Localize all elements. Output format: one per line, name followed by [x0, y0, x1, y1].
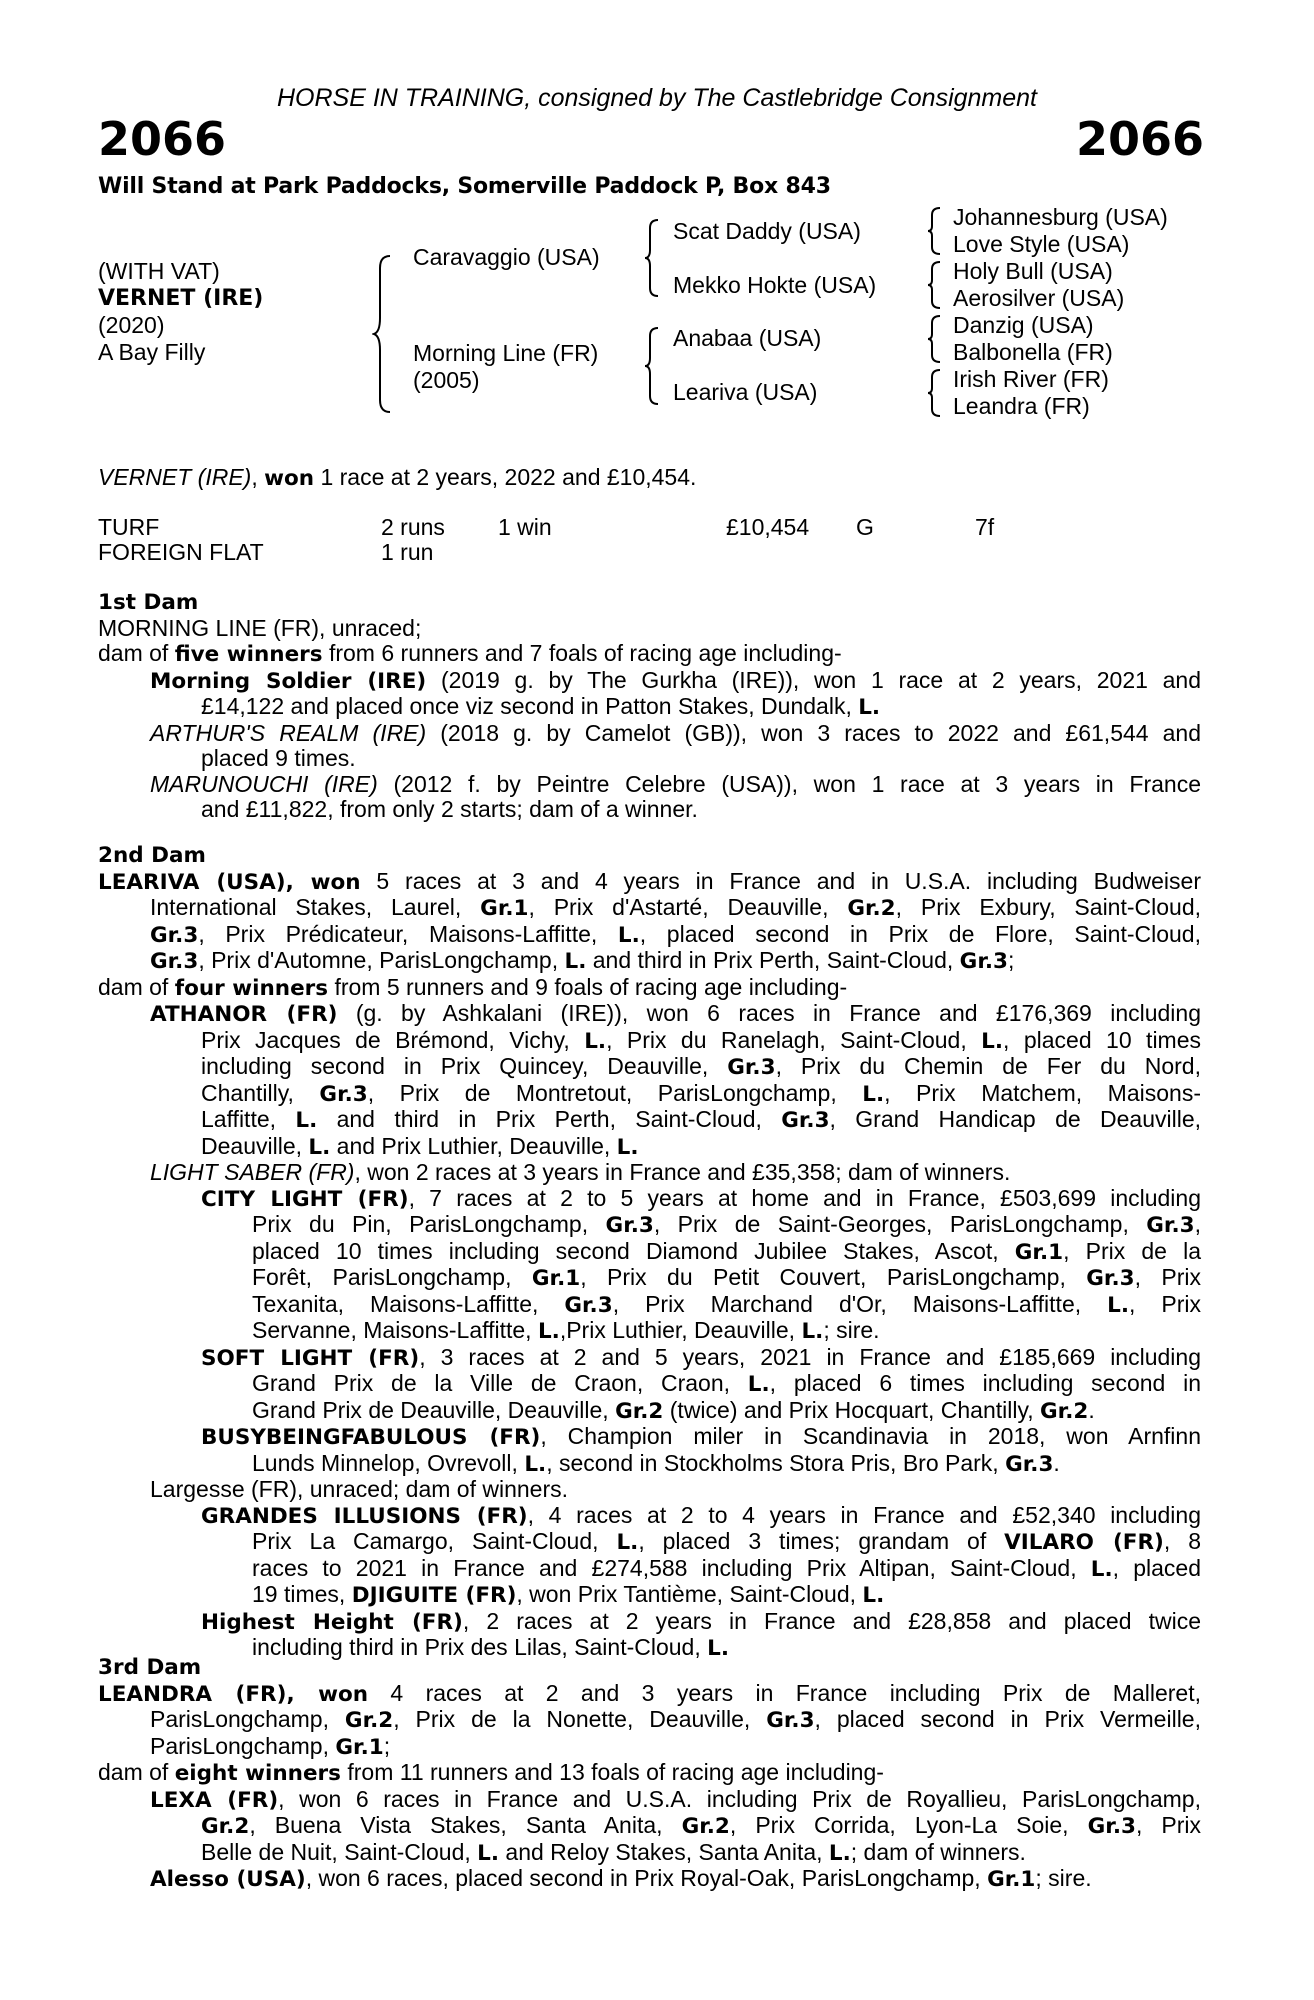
progeny-line — [98, 1001, 1201, 1028]
bold-text: VILARO (FR) — [1004, 1530, 1164, 1555]
bold-text: L. — [862, 1583, 885, 1608]
third-dam-heading: 3rd Dam — [98, 1655, 202, 1680]
bold-text: ATHANOR (FR) — [150, 1002, 338, 1027]
dam-produce — [98, 975, 1201, 1002]
progeny-line — [98, 1054, 1201, 1081]
text-run: , placed second in Prix de Flore, Saint-Cloud, — [639, 920, 1201, 947]
record-type: TURF — [98, 514, 160, 540]
text-run: dam of — [98, 973, 175, 1000]
bold-text: Gr.2 — [201, 1814, 250, 1839]
italic-text: MARUNOUCHI (IRE) — [150, 770, 378, 797]
second-dam-section — [98, 843, 1201, 1662]
text-run: , placed — [1112, 1554, 1201, 1581]
progeny-line — [98, 1424, 1201, 1451]
bold-text: Gr.3 — [766, 1708, 815, 1733]
text-run: , placed second in Prix Vermeille, — [814, 1706, 1201, 1732]
progeny-line — [98, 1451, 1201, 1478]
text-run: , Prix — [1129, 1290, 1201, 1317]
bold-text: Gr.3 — [1146, 1213, 1195, 1238]
bold-text: L. — [801, 1319, 824, 1344]
progeny-line — [98, 1081, 1201, 1108]
dam-line — [98, 1681, 1201, 1708]
dam-produce — [98, 1760, 1201, 1787]
first-dam-heading: 1st Dam — [98, 590, 199, 615]
text-run: Chantilly, — [201, 1079, 320, 1106]
bold-text: four winners — [174, 975, 329, 1001]
bold-text: Morning Soldier (IRE) — [150, 668, 427, 694]
text-run: , placed 3 times; grandam of — [638, 1528, 1005, 1554]
gg-2: Love Style (USA) — [953, 231, 1130, 257]
progeny-line — [98, 1212, 1201, 1239]
lot-number-left: 2066 — [98, 112, 227, 166]
text-run: , Prix de Saint-Georges, ParisLongchamp, — [653, 1211, 1147, 1237]
dam-line — [98, 869, 1201, 896]
progeny-line — [98, 1398, 1201, 1425]
text-run: , placed 6 times including second in — [769, 1370, 1201, 1396]
progeny-line — [98, 1160, 1201, 1186]
bold-text: LEANDRA (FR) — [98, 1681, 287, 1707]
bold-text: L. — [981, 1028, 1004, 1054]
progeny-line — [98, 1371, 1201, 1398]
consignment-line: HORSE IN TRAINING, consigned by The Castlebridge Consignment — [276, 84, 1038, 112]
text-run: including second in Prix Quincey, Deauville, — [201, 1053, 728, 1079]
text-run: Forêt, ParisLongchamp, — [252, 1264, 532, 1290]
text-run: dam of — [98, 1759, 175, 1785]
text-run: , Prix d'Astarté, Deauville, — [528, 894, 848, 920]
horse-year: (2020) — [98, 312, 165, 338]
bold-text: Gr.3 — [1086, 1266, 1135, 1291]
sire-dam: Mekko Hokte (USA) — [673, 272, 877, 298]
text-run: , Prix — [1135, 1812, 1202, 1838]
progeny-line — [98, 668, 1201, 695]
text-run: , Prix du Petit Couvert, ParisLongchamp, — [580, 1264, 1087, 1290]
progeny-line — [98, 1866, 1201, 1893]
bold-text: Gr.3 — [1087, 1814, 1136, 1839]
bold-text: L. — [1090, 1556, 1113, 1582]
text-run: , Prix — [1134, 1264, 1201, 1290]
vat-note: (WITH VAT) — [98, 258, 220, 284]
text-run: , Prix d'Automne, ParisLongchamp, — [198, 947, 565, 973]
text-run: ParisLongchamp, — [150, 1732, 336, 1759]
text-run: (2019 g. by The Gurkha (IRE)), won 1 race at 2 years, 2021 and — [426, 666, 1202, 693]
text-run: Grand Prix de Deauville, Deauville, — [252, 1396, 616, 1423]
progeny-line — [98, 1134, 1201, 1161]
text-run: Prix du Pin, ParisLongchamp, — [252, 1211, 606, 1237]
sire-sire: Scat Daddy (USA) — [673, 218, 861, 244]
text-run: , won 2 races at 3 years in France and £35,358; dam of winners. — [354, 1159, 1011, 1185]
bold-text: Gr.3 — [959, 949, 1008, 974]
text-run: Prix La Camargo, Saint-Cloud, — [252, 1528, 617, 1554]
bold-text: L. — [584, 1028, 607, 1054]
text-run: and Reloy Stakes, Santa Anita, — [499, 1838, 829, 1865]
bold-text: L. — [308, 1134, 331, 1160]
text-run: , Prix Corrida, Lyon-La Soie, — [729, 1812, 1088, 1838]
text-run: , 3 races at 2 and 5 years, 2021 in France and £185,669 including — [419, 1343, 1201, 1370]
dam: Morning Line (FR) — [413, 340, 599, 366]
text-run: , Prix de la — [1063, 1237, 1201, 1264]
summary-name: VERNET (IRE) — [98, 464, 252, 490]
bold-text: , won — [285, 869, 361, 895]
text-run: International Stakes, Laurel, — [150, 894, 481, 920]
bold-text: Gr.2 — [344, 1708, 394, 1733]
bold-text: Gr.2 — [615, 1398, 664, 1424]
progeny-line: Largesse (FR), unraced; dam of winners. — [150, 1476, 569, 1502]
progeny-line — [98, 1318, 1201, 1345]
text-run: , Prix Prédicateur, Maisons-Laffitte, — [198, 920, 618, 947]
bold-text: Gr.3 — [727, 1055, 776, 1080]
text-run: , second in Stockholms Stora Pris, Bro Park, — [546, 1449, 1006, 1476]
bold-text: Gr.2 — [681, 1814, 730, 1839]
bold-text: L. — [477, 1840, 500, 1866]
bold-text: Gr.1 — [987, 1867, 1036, 1892]
text-run: from 11 runners and 13 foals of racing age including- — [340, 1759, 884, 1785]
progeny-line — [98, 694, 1201, 721]
second-dam-heading: 2nd Dam — [98, 843, 206, 868]
ds-brace-icon — [926, 314, 942, 364]
sire-brace-icon — [643, 218, 661, 298]
bold-text: , won — [286, 1681, 369, 1707]
bold-text: Gr.1 — [335, 1734, 384, 1760]
record-runs: 1 run — [381, 539, 434, 565]
text-run: , Prix Marchand d'Or, Maisons-Laffitte, — [612, 1290, 1108, 1317]
text-run: , won 6 races in France and U.S.A. including Prix de Royallieu, ParisLongchamp, — [278, 1785, 1201, 1812]
progeny-line — [98, 1107, 1201, 1134]
text-run: Deauville, — [201, 1132, 309, 1159]
progeny-line — [98, 1609, 1201, 1636]
text-run: , won 6 races, placed second in Prix Royal-Oak, ParisLongchamp, — [305, 1865, 988, 1891]
bold-text: Gr.1 — [531, 1266, 581, 1291]
progeny-line — [98, 1840, 1201, 1867]
text-run: (2018 g. by Camelot (GB)), won 3 races to 2022 and £61,544 and — [426, 719, 1202, 746]
sire: Caravaggio (USA) — [413, 244, 600, 270]
bold-text: L. — [862, 1081, 885, 1107]
bold-text: eight winners — [174, 1761, 341, 1786]
text-run: and third in Prix Perth, Saint-Cloud, — [586, 947, 960, 973]
stand-location: Will Stand at Park Paddocks, Somerville Paddock P, Box 843 — [98, 174, 831, 199]
text-run: Grand Prix de la Ville de Craon, Craon, — [252, 1370, 748, 1396]
text-run: , Champion miler in Scandinavia in 2018, won Arnfinn — [540, 1423, 1201, 1449]
bold-text: L. — [537, 1319, 560, 1344]
progeny-line: and £11,822, from only 2 starts; dam of a winner. — [201, 796, 698, 822]
dam-year: (2005) — [413, 367, 480, 393]
text-run: 5 races at 3 and 4 years in France and in U.S.A. including Budweiser — [360, 867, 1201, 894]
first-dam-line: MORNING LINE (FR), unraced; — [98, 614, 422, 641]
bold-text: Gr.3 — [605, 1213, 654, 1238]
text-run: ; dam of winners. — [850, 1838, 1026, 1865]
progeny-line — [98, 1186, 1201, 1213]
text-run: ParisLongchamp, — [150, 1706, 345, 1732]
bold-text: Gr.3 — [1005, 1451, 1054, 1477]
text-run: Prix Jacques de Brémond, Vichy, — [201, 1026, 585, 1053]
italic-text: ARTHUR'S REALM (IRE) — [150, 719, 427, 746]
progeny-line — [98, 772, 1201, 798]
text-run: (g. by Ashkalani (IRE)), won 6 races in France and £176,369 including — [337, 1000, 1201, 1026]
bold-text: five winners — [174, 642, 323, 667]
text-run: , Grand Handicap de Deauville, — [829, 1106, 1201, 1132]
record-distance: 7f — [975, 514, 995, 540]
dam-dam: Leariva (USA) — [673, 379, 818, 405]
bold-text: Gr.3 — [150, 922, 199, 948]
text-run: ; — [383, 1732, 391, 1759]
text-run: . — [1088, 1396, 1095, 1423]
text-run: Texanita, Maisons-Laffitte, — [252, 1290, 565, 1317]
first-dam-produce — [98, 641, 1201, 668]
progeny-line — [98, 721, 1201, 747]
text-run: 19 times, — [252, 1581, 352, 1607]
dd-brace-icon — [926, 368, 942, 418]
text-run: from 6 runners and 7 foals of racing age including- — [322, 640, 842, 666]
text-run: and Prix Luthier, Deauville, — [330, 1132, 617, 1159]
progeny-line — [98, 1529, 1201, 1556]
bold-text: CITY LIGHT (FR) — [201, 1186, 409, 1212]
text-run: 4 races at 2 and 3 years in France including Prix de Malleret, — [368, 1679, 1201, 1706]
text-run: , Buena Vista Stakes, Santa Anita, — [249, 1812, 682, 1838]
bold-text: Gr.3 — [319, 1081, 368, 1107]
bold-text: L. — [858, 695, 881, 720]
bold-text: L. — [828, 1840, 851, 1866]
gg-8: Leandra (FR) — [953, 393, 1090, 419]
progeny-line — [98, 1265, 1201, 1292]
dam-brace-icon — [643, 326, 661, 406]
record-runs: 2 runs — [381, 514, 445, 540]
record-prize: £10,454 — [726, 514, 810, 540]
text-run: ; — [1007, 947, 1015, 973]
text-run: and third in Prix Perth, Saint-Cloud, — [317, 1106, 782, 1132]
progeny-line — [98, 1787, 1201, 1814]
bold-text: L. — [616, 1134, 639, 1160]
race-summary: VERNET (IRE), won 1 race at 2 years, 2022 and £10,454. — [98, 464, 697, 491]
bold-text: GRANDES ILLUSIONS (FR) — [201, 1503, 528, 1529]
record-wins: 1 win — [498, 514, 552, 540]
progeny-line — [98, 1239, 1201, 1266]
text-run: (twice) and Prix Hocquart, Chantilly, — [663, 1396, 1041, 1423]
gg-1: Johannesburg (USA) — [953, 204, 1168, 230]
text-run: , Prix Exbury, Saint-Cloud, — [895, 894, 1201, 920]
bold-text: Gr.3 — [781, 1108, 830, 1133]
text-run: ; sire. — [1035, 1865, 1092, 1891]
text-run: , placed 10 times — [1003, 1026, 1202, 1053]
bold-text: Gr.1 — [1014, 1239, 1064, 1265]
dam-line — [98, 922, 1201, 949]
bold-text: L. — [524, 1451, 547, 1477]
text-run: , 8 — [1163, 1528, 1201, 1554]
text-run: (2012 f. by Peintre Celebre (USA)), won 1 race at 3 years in France — [377, 770, 1201, 797]
text-run: . — [1053, 1449, 1060, 1476]
text-run: , Prix du Chemin de Fer du Nord, — [775, 1053, 1201, 1079]
text-run: dam of — [98, 640, 175, 666]
text-run: Servanne, Maisons-Laffitte, — [252, 1317, 538, 1343]
first-dam-section — [98, 590, 1201, 823]
text-run: Lunds Minnelop, Ovrevoll, — [252, 1449, 525, 1476]
lot-number-right: 2066 — [1075, 112, 1204, 166]
bold-text: LEXA (FR) — [150, 1787, 279, 1813]
text-run: , Prix de Montretout, ParisLongchamp, — [367, 1079, 863, 1106]
text-run: ; sire. — [823, 1317, 880, 1343]
horse-name: VERNET (IRE) — [98, 286, 264, 311]
summary-won: won — [264, 466, 315, 491]
bold-text: Gr.3 — [564, 1292, 613, 1318]
text-run: , — [1194, 1211, 1201, 1237]
gg-5: Danzig (USA) — [953, 312, 1094, 338]
text-run: £14,122 and placed once viz second in Patton Stakes, Dundalk, — [201, 693, 859, 719]
main-brace-icon — [372, 254, 394, 414]
text-run: races to 2021 in France and £274,588 including Prix Altipan, Saint-Cloud, — [252, 1554, 1091, 1581]
bold-text: Highest Height (FR) — [201, 1609, 463, 1635]
sd-brace-icon — [926, 260, 942, 310]
bold-text: L. — [747, 1372, 770, 1397]
italic-text: LIGHT SABER (FR) — [150, 1159, 355, 1185]
bold-text: LEARIVA (USA) — [98, 869, 286, 895]
bold-text: L. — [617, 922, 640, 948]
text-run: placed 10 times including second Diamond Jubilee Stakes, Ascot, — [252, 1237, 1015, 1264]
text-run: Laffitte, — [201, 1106, 296, 1132]
dam-line — [98, 948, 1201, 975]
bold-text: BUSYBEINGFABULOUS (FR) — [201, 1425, 541, 1450]
progeny-line — [98, 1582, 1201, 1609]
progeny-line — [98, 1556, 1201, 1583]
third-dam-section — [98, 1655, 1201, 1893]
bold-text: L. — [707, 1636, 729, 1661]
text-run: Belle de Nuit, Saint-Cloud, — [201, 1838, 478, 1865]
dam-line — [98, 1707, 1201, 1734]
progeny-line — [98, 1345, 1201, 1372]
bold-text: L. — [616, 1530, 639, 1555]
horse-description: A Bay Filly — [98, 339, 206, 365]
text-run: , won Prix Tantième, Saint-Cloud, — [516, 1581, 863, 1607]
text-run: including third in Prix des Lilas, Saint-Cloud, — [252, 1634, 708, 1660]
bold-text: Gr.2 — [1040, 1398, 1089, 1424]
record-type: FOREIGN FLAT — [98, 539, 264, 565]
bold-text: L. — [564, 949, 587, 974]
dam-line — [98, 895, 1201, 922]
progeny-line — [98, 1292, 1201, 1319]
bold-text: Gr.2 — [847, 896, 896, 921]
text-run: , Prix de la Nonette, Deauville, — [393, 1706, 767, 1732]
dam-line — [98, 1734, 1201, 1761]
bold-text: DJIGUITE (FR) — [351, 1583, 517, 1608]
summary-rest: 1 race at 2 years, 2022 and £10,454. — [314, 464, 697, 490]
text-run: from 5 runners and 9 foals of racing age including- — [328, 973, 848, 1000]
bold-text: L. — [295, 1108, 318, 1133]
dam-sire: Anabaa (USA) — [673, 325, 822, 351]
gg-6: Balbonella (FR) — [953, 339, 1113, 365]
progeny-line — [98, 1503, 1201, 1530]
bold-text: Gr.3 — [150, 949, 199, 974]
gg-4: Aerosilver (USA) — [953, 285, 1125, 311]
text-run: , Prix du Ranelagh, Saint-Cloud, — [606, 1026, 982, 1053]
bold-text: Gr.1 — [480, 896, 529, 921]
text-run: ,Prix Luthier, Deauville, — [559, 1317, 802, 1343]
record-going: G — [856, 514, 874, 540]
progeny-line: placed 9 times. — [201, 745, 356, 771]
bold-text: L. — [1107, 1292, 1129, 1318]
gg-7: Irish River (FR) — [953, 366, 1109, 392]
ss-brace-icon — [926, 206, 942, 256]
bold-text: SOFT LIGHT (FR) — [201, 1345, 420, 1371]
text-run: , 4 races at 2 to 4 years in France and £52,340 including — [527, 1501, 1201, 1528]
gg-3: Holy Bull (USA) — [953, 258, 1113, 284]
progeny-line — [98, 1813, 1201, 1840]
progeny-line — [98, 1028, 1201, 1055]
text-run: , 2 races at 2 years in France and £28,858 and placed twice — [462, 1607, 1201, 1634]
bold-text: Alesso (USA) — [150, 1867, 306, 1892]
text-run: , 7 races at 2 to 5 years at home and in France, £503,699 including — [408, 1184, 1201, 1211]
text-run: , Prix Matchem, Maisons- — [884, 1079, 1201, 1106]
